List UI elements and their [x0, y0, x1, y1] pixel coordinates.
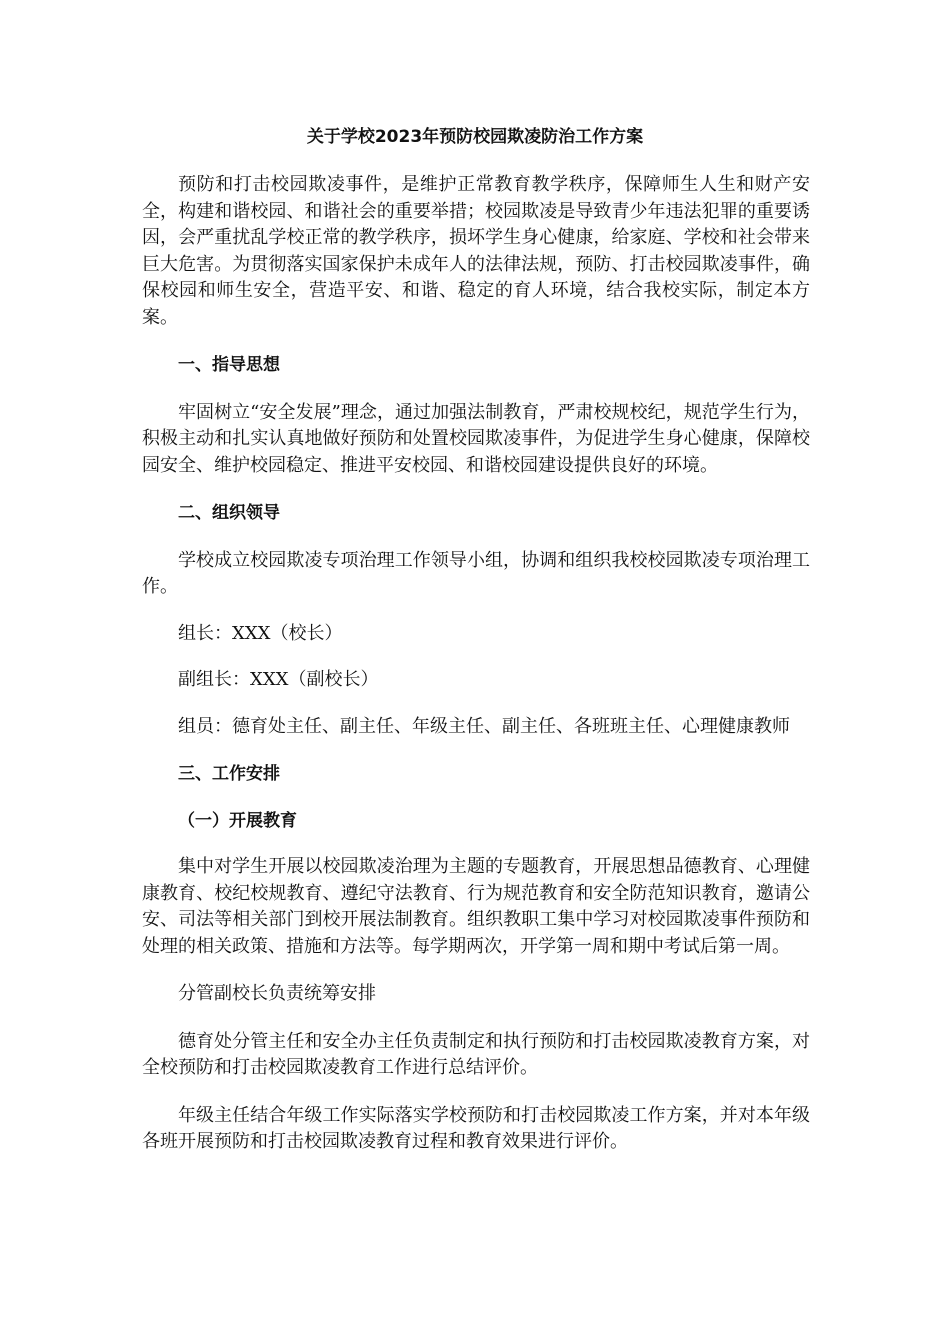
moral-office-paragraph: 德育处分管主任和安全办主任负责制定和执行预防和打击校园欺凌教育方案，对全校预防和打击校园欺凌教育工作进行总结评价。 — [142, 1030, 810, 1078]
document-body — [142, 172, 810, 1156]
grade-director-paragraph: 年级主任结合年级工作实际落实学校预防和打击校园欺凌工作方案，并对本年级各班开展预防和打击校园欺凌教育过程和教育效果进行评价。 — [142, 1104, 810, 1152]
document-title: 关于学校2023年预防校园欺凌防治工作方案 — [306, 127, 644, 147]
education-paragraph: 集中对学生开展以校园欺凌治理为主题的专题教育，开展思想品德教育、心理健康教育、校纪校规教育、遵纪守法教育、行为规范教育和安全防范知识教育，邀请公安、司法等相关部门到校开展法制教育。组织教职工集中学习对校园欺凌事件预防和处理的相关政策、措施和方法等。每学期两次，开学第一周和期中考试后第一周。 — [142, 856, 810, 957]
section-heading-guiding-ideology: 一、指导思想 — [178, 355, 280, 375]
deputy-leader-line: 副组长：XXX（副校长） — [178, 669, 379, 690]
organization-paragraph: 学校成立校园欺凌专项治理工作领导小组，协调和组织我校校园欺凌专项治理工作。 — [142, 549, 810, 597]
section-heading-work-arrangement: 三、工作安排 — [178, 764, 280, 784]
group-leader-line: 组长：XXX（校长） — [178, 622, 343, 644]
subsection-heading-education: （一）开展教育 — [178, 810, 297, 831]
vice-principal-paragraph: 分管副校长负责统筹安排 — [178, 983, 376, 1004]
guiding-ideology-paragraph: 牢固树立“安全发展”理念，通过加强法制教育，严肃校规校纪，规范学生行为，积极主动和扎实认真地做好预防和处置校园欺凌事件，为促进学生身心健康，保障校园安全、维护校园稳定、推进平安校园、和谐校园建设提供良好的环境。 — [142, 401, 810, 476]
intro-paragraph: 预防和打击校园欺凌事件，是维护正常教育教学秩序，保障师生人生和财产安全，构建和谐校园、和谐社会的重要举措；校园欺凌是导致青少年违法犯罪的重要诱因，会严重扰乱学校正常的教学秩序，损坏学生身心健康，给家庭、学校和社会带来巨大危害。为贯彻落实国家保护未成年人的法律法规，预防、打击校园欺凌事件，确保校园和师生安全，营造平安、和谐、稳定的育人环境，结合我校实际，制定本方案。 — [142, 174, 810, 328]
section-heading-organization: 二、组织领导 — [178, 503, 280, 523]
group-members-line: 组员：德育处主任、副主任、年级主任、副主任、各班班主任、心理健康教师 — [178, 715, 790, 737]
